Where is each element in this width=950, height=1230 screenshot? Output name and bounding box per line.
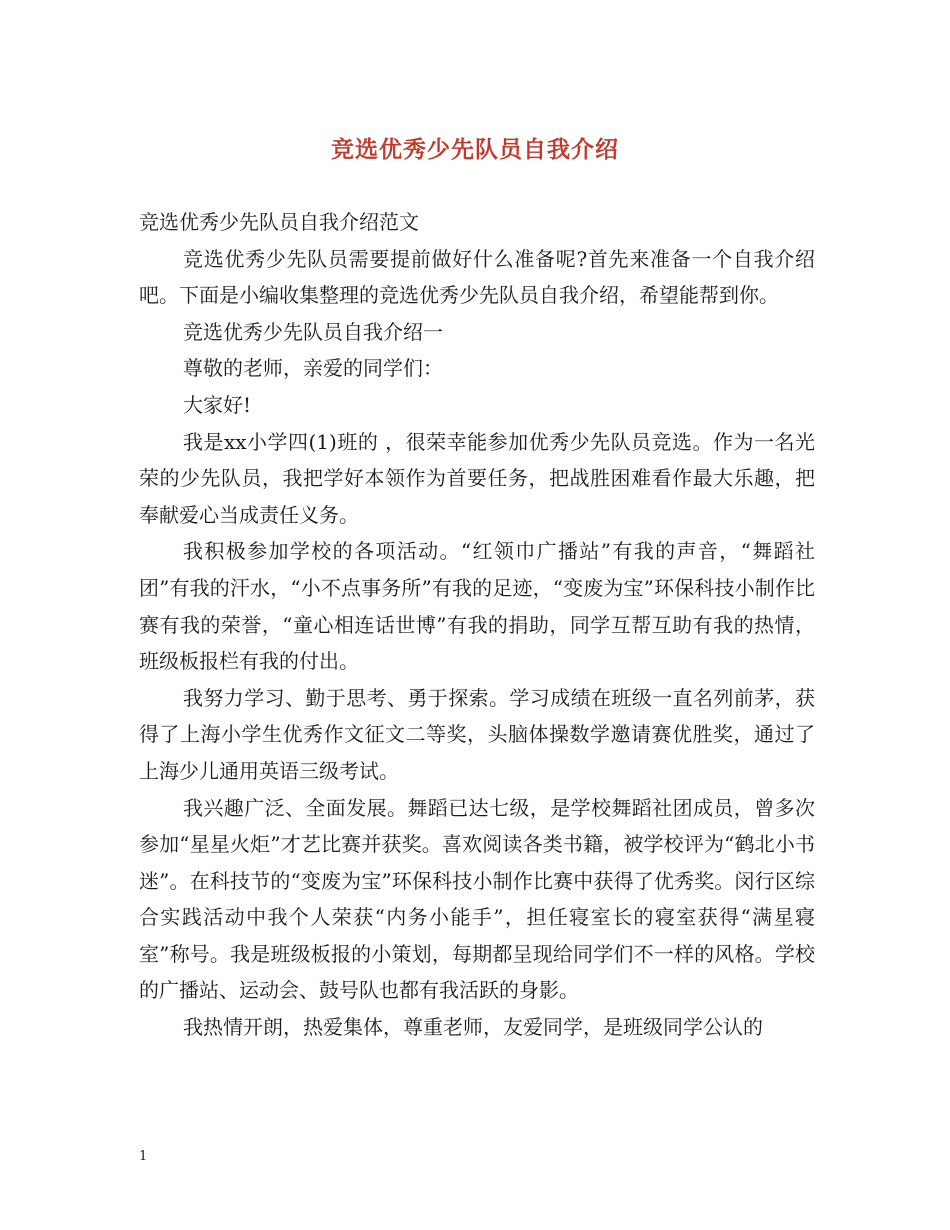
- page-number: 1: [139, 1149, 148, 1164]
- paragraph-heading-one: 竞选优秀少先队员自我介绍一: [183, 319, 443, 344]
- paragraph-greeting: 大家好!: [183, 392, 252, 417]
- paragraph-personality: 我热情开朗，热爱集体，尊重老师，友爱同学，是班级同学公认的: [183, 1015, 763, 1040]
- paragraph-study: 我努力学习、勤于思考、勇于探索。学习成绩在班级一直名列前茅，获得了上海小学生优秀作文征文二等奖，头脑体操数学邀请赛优胜奖，通过了上海少儿通用英语三级考试。: [139, 685, 815, 783]
- document-title: 竞选优秀少先队员自我介绍: [331, 136, 619, 163]
- paragraph-intro: 竞选优秀少先队员需要提前做好什么准备呢?首先来准备一个自我介绍吧。下面是小编收集整理的竞选优秀少先队员自我介绍，希望能帮到你。: [139, 246, 815, 308]
- paragraph-salutation: 尊敬的老师，亲爱的同学们：: [183, 356, 443, 381]
- paragraph-self-intro: 我是xx小学四(1)班的 ，很荣幸能参加优秀少先队员竞选。作为一名光荣的少先队员，我把学好本领作为首要任务，把战胜困难看作最大乐趣，把奉献爱心当成责任义务。: [139, 429, 815, 527]
- document-subtitle: 竞选优秀少先队员自我介绍范文: [139, 210, 419, 234]
- document-body: [139, 204, 815, 1046]
- paragraph-interests: 我兴趣广泛、全面发展。舞蹈已达七级，是学校舞蹈社团成员，曾多次参加“星星火炬”才艺比赛并获奖。喜欢阅读各类书籍，被学校评为“鹤北小书迷”。在科技节的“变废为宝”环保科技小制作比赛中获得了优秀奖。闵行区综合实践活动中我个人荣获“内务小能手”，担任寝室长的寝室获得“满星寝室”称号。我是班级板报的小策划，每期都呈现给同学们不一样的风格。学校的广播站、运动会、鼓号队也都有我活跃的身影。: [139, 795, 815, 1003]
- paragraph-activities: 我积极参加学校的各项活动。“红领巾广播站”有我的声音，“舞蹈社团”有我的汗水，“小不点事务所”有我的足迹，“变废为宝”环保科技小制作比赛有我的荣誉，“童心相连话世博”有我的捐助，同学互帮互助有我的热情，班级板报栏有我的付出。: [139, 539, 815, 674]
